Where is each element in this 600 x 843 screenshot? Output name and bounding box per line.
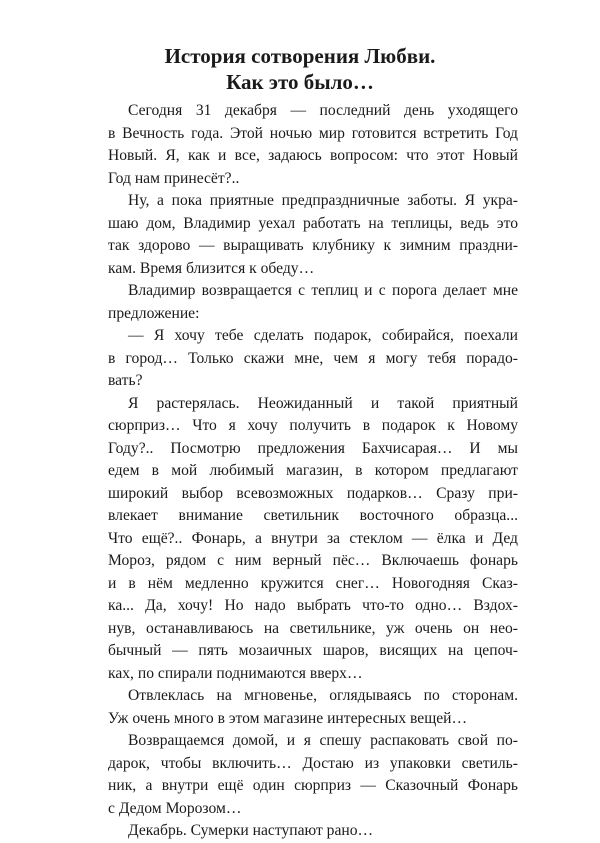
- paragraph: [108, 393, 518, 686]
- text-line: едем в мой любимый магазин, в котором предлагают: [108, 462, 518, 479]
- text-line: Возвращаемся домой, и я спешу распаковать свой по-: [128, 732, 518, 749]
- chapter-title-line-2: Как это было…: [226, 70, 374, 94]
- text-line: и в нём медленно кружится снег… Новогодняя Сказ-: [108, 574, 518, 592]
- paragraph: [108, 820, 518, 843]
- paragraph: [108, 190, 518, 280]
- text-line: Мороз, рядом с ним верный пёс… Включаешь фонарь: [108, 552, 518, 569]
- text-line: ник, а внутри ещё один сюрприз — Сказочный Фонарь: [108, 777, 518, 794]
- text-line: бычный — пять мозаичных шаров, висящих на цепоч-: [108, 642, 518, 659]
- text-line: в Вечность года. Этой ночью мир готовится встретить Год: [108, 124, 518, 142]
- text-line: в город… Только скажи мне, чем я могу тебя порадо-: [108, 349, 518, 367]
- chapter-title: [0, 43, 600, 95]
- text-line: Что ещё?.. Фонарь, а внутри за стеклом — ёлка и Дед: [108, 529, 518, 547]
- chapter-title-line-1: История сотворения Любви.: [164, 44, 436, 68]
- text-line: так здорово — выращивать клубнику к зимним праздни-: [108, 237, 518, 254]
- text-line: — Я хочу тебе сделать подарок, собирайся, поехали: [128, 327, 518, 344]
- text-line: шаю дом, Владимир уехал работать на теплицы, ведь это: [108, 214, 518, 232]
- text-line: влекает внимание светильник восточного образца...: [108, 507, 518, 524]
- text-line: Уж очень много в этом магазине интересных вещей…: [108, 709, 468, 727]
- text-line: предложение:: [108, 304, 200, 322]
- paragraph: [108, 280, 518, 325]
- text-line: ка... Да, хочу! Но надо выбрать что-то одно… Вздох-: [108, 597, 518, 614]
- text-line: нув, останавливаюсь на светильнике, уж очень он нео-: [108, 619, 518, 637]
- text-line: Я растерялась. Неожиданный и такой приятный: [128, 394, 518, 412]
- paragraph: [108, 685, 518, 730]
- paragraph: [108, 730, 518, 820]
- text-line: вать?: [108, 372, 143, 389]
- text-line: Декабрь. Сумерки наступают рано…: [128, 822, 374, 839]
- text-line: Владимир возвращается с теплиц и с порога делает мне: [128, 282, 518, 299]
- text-line: Году?.. Посмотрю предложения Бахчисарая… И мы: [108, 439, 518, 457]
- text-line: ках, по спирали поднимаются вверх…: [108, 664, 363, 682]
- text-line: сюрприз… Что я хочу получить в подарок к Новому: [108, 417, 518, 434]
- text-line: Год нам принесёт?..: [108, 169, 240, 187]
- paragraph: [108, 325, 518, 393]
- text-line: с Дедом Морозом…: [108, 799, 242, 817]
- body-text: [108, 100, 518, 843]
- text-line: Сегодня 31 декабря — последний день уходящего: [128, 102, 518, 119]
- paragraph: [108, 100, 518, 190]
- text-line: Новый. Я, как и все, задаюсь вопросом: что этот Новый: [108, 147, 518, 164]
- text-line: Ну, а пока приятные предпраздничные заботы. Я укра-: [128, 192, 518, 209]
- text-line: Отвлеклась на мгновенье, оглядываясь по сторонам.: [128, 687, 518, 704]
- text-line: дарок, чтобы включить… Достаю из упаковки светиль-: [108, 754, 518, 772]
- text-line: кам. Время близится к обеду…: [108, 259, 315, 277]
- text-line: широкий выбор всевозможных подарков… Сразу при-: [108, 484, 518, 502]
